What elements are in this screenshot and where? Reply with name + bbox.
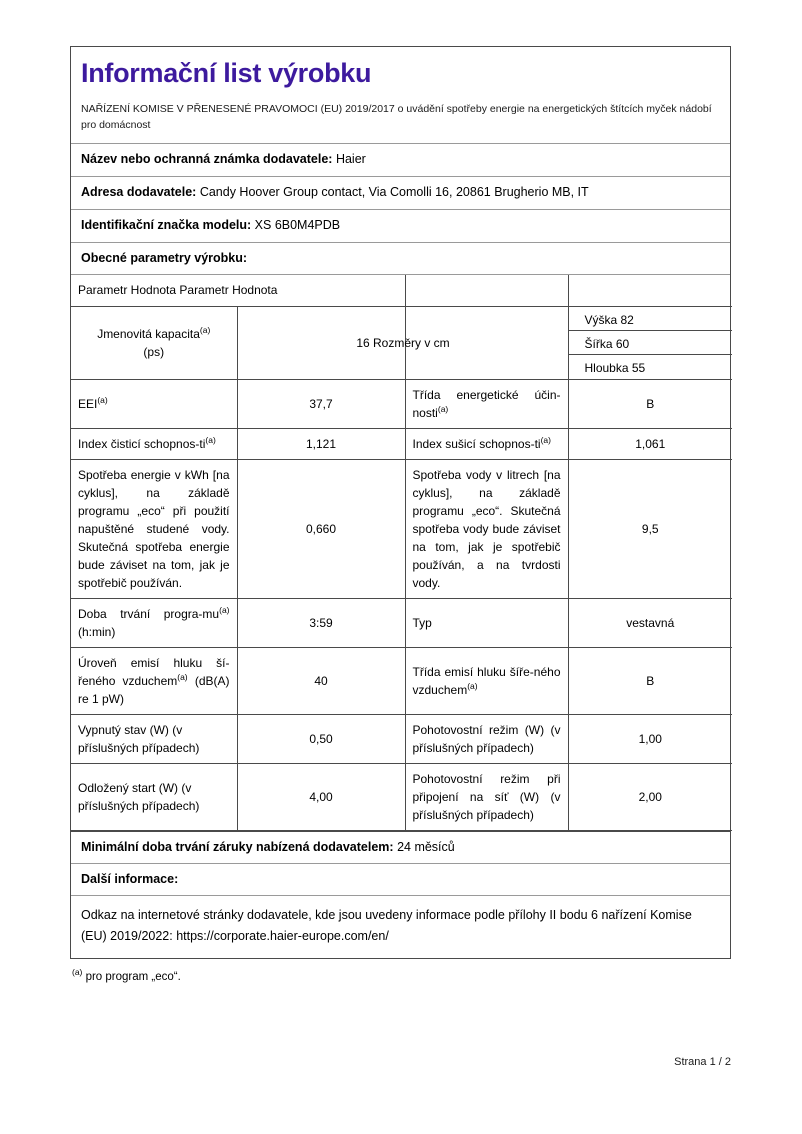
noise-level-label-sup: (a) [177, 671, 188, 682]
noise-class-label-sup: (a) [467, 680, 478, 691]
drying-index-value: 1,061 [568, 428, 732, 459]
supplier-address-value: Candy Hoover Group contact, Via Comolli 16, 20861 Brugherio MB, IT [199, 185, 589, 200]
energy-class-label-sup: (a) [437, 403, 449, 414]
regulation-subtitle: NAŘÍZENÍ KOMISE V PŘENESENÉ PRAVOMOCI (EU) 2019/2017 o uvádění spotřeby energie na energetických štítcích myček nádobí pro domácnost [81, 102, 712, 131]
noise-class-label-text: Třída emisí hluku šíře-ného vzduchem [412, 664, 561, 697]
table-row [71, 714, 732, 763]
dimension-depth: Hloubka 55 [584, 360, 646, 375]
supplier-address-row [71, 177, 730, 210]
general-parameters-heading: Obecné parametry výrobku: [71, 243, 730, 275]
table-header-spacer-3 [405, 275, 568, 307]
type-value: vestavná [568, 598, 732, 647]
warranty-row [71, 831, 730, 864]
document-header [71, 47, 730, 144]
type-label: Typ [405, 598, 568, 647]
off-mode-label: Vypnutý stav (W) (v příslušných případech) [71, 714, 237, 763]
footnote-mark: (a) [72, 967, 83, 978]
energy-consumption-value: 0,660 [237, 459, 405, 598]
noise-level-label-tail: (dB(A) re 1 pW) [78, 673, 230, 706]
rated-capacity-and-dimensions-value [237, 306, 450, 379]
footnote-text: pro program „eco“. [82, 971, 181, 983]
rated-capacity-label-sup: (a) [199, 324, 211, 335]
supplier-website-link-row: Odkaz na internetové stránky dodavatele, kde jsou uvedeny informace podle přílohy II bodu 6 nařízení Komise (EU) 2019/2022: https://corporate.haier-europe.com/en/ [81, 907, 692, 944]
delayed-start-label: Odložený start (W) (v příslušných případech) [71, 763, 237, 830]
rated-capacity-label [71, 306, 237, 379]
delayed-start-value: 4,00 [237, 763, 405, 830]
energy-class-value: B [568, 379, 732, 428]
dimension-width: Šířka 60 [569, 331, 733, 355]
table-header-text: Parametr Hodnota Parametr Hodnota [71, 275, 405, 307]
product-sheet-frame [70, 46, 731, 959]
eei-label-sup: (a) [97, 394, 108, 405]
model-identifier-label: Identifikační značka modelu: [81, 217, 252, 232]
table-row [71, 598, 732, 647]
cleaning-index-value: 1,121 [237, 428, 405, 459]
programme-duration-label [71, 598, 237, 647]
standby-mode-value: 1,00 [568, 714, 732, 763]
cleaning-index-label-text: Index čisticí schopnos-ti [78, 436, 206, 451]
eei-label [71, 379, 237, 428]
eei-value: 37,7 [237, 379, 405, 428]
off-mode-value: 0,50 [237, 714, 405, 763]
programme-duration-label-tail: (h:min) [78, 624, 116, 639]
energy-class-label [405, 379, 568, 428]
drying-index-label-text: Index sušicí schopnos-ti [412, 436, 541, 451]
cleaning-index-label-sup: (a) [205, 434, 216, 445]
noise-class-value: B [568, 647, 732, 714]
programme-duration-value: 3:59 [237, 598, 405, 647]
networked-standby-value: 2,00 [568, 763, 732, 830]
standby-mode-label: Pohotovostní režim (W) (v příslušných případech) [405, 714, 568, 763]
model-identifier-value: XS 6B0M4PDB [254, 217, 341, 232]
cleaning-index-label [71, 428, 237, 459]
table-row [71, 459, 732, 598]
product-parameters-table [71, 275, 732, 831]
table-row [71, 763, 732, 830]
table-row [71, 428, 732, 459]
table-row [71, 647, 732, 714]
networked-standby-label: Pohotovostní režim při připojení na síť (W) (v příslušných případech) [405, 763, 568, 830]
supplier-name-row [71, 144, 730, 177]
supplier-name-label: Název nebo ochranná známka dodavatele: [81, 152, 333, 167]
energy-class-label-text: Třída energetické účin-nosti [412, 387, 561, 420]
drying-index-label [405, 428, 568, 459]
programme-duration-label-text: Doba trvání progra-mu [78, 606, 220, 621]
table-header-spacer-4 [568, 275, 732, 307]
supplier-name-value: Haier [335, 152, 366, 167]
drying-index-label-sup: (a) [540, 434, 551, 445]
table-row [71, 379, 732, 428]
rated-capacity-label-line2: (ps) [143, 344, 165, 359]
energy-consumption-label: Spotřeba energie v kWh [na cyklus], na základě programu „eco“ při použití napuštěné studené vody. Skutečná spotřeba energie bude záviset na tom, jak je spotřebič používán. [71, 459, 237, 598]
noise-level-label [71, 647, 237, 714]
rated-capacity-merged-text: 16 Rozměry v cm [356, 335, 450, 350]
further-information-heading: Další informace: [71, 864, 730, 896]
water-consumption-label: Spotřeba vody v litrech [na cyklus], na základě programu „eco“. Skutečná spotřeba vody bude záviset na tom, jak je spotřebič používán, a na tvrdosti vody. [405, 459, 568, 598]
noise-level-label-text: Úroveň emisí hluku ší-řeného vzduchem [78, 655, 230, 688]
dimension-height: Výška 82 [569, 307, 733, 331]
warranty-label: Minimální doba trvání záruky nabízená dodavatelem: [81, 839, 394, 854]
eei-label-text: EEI [78, 396, 98, 411]
noise-level-value: 40 [237, 647, 405, 714]
noise-class-label [405, 647, 568, 714]
table-row [71, 306, 732, 379]
water-consumption-value: 9,5 [568, 459, 732, 598]
rated-capacity-label-line1: Jmenovitá kapacita [97, 326, 200, 341]
dimensions-stack [568, 306, 732, 379]
table-header-row [71, 275, 732, 307]
warranty-value: 24 měsíců [397, 839, 455, 854]
programme-duration-label-sup: (a) [219, 604, 230, 615]
page-number: Strana 1 / 2 [674, 1056, 731, 1068]
footnote [72, 967, 181, 985]
supplier-address-label: Adresa dodavatele: [81, 185, 197, 200]
page-title: Informační list výrobku [81, 58, 372, 88]
model-identifier-row [71, 210, 730, 243]
